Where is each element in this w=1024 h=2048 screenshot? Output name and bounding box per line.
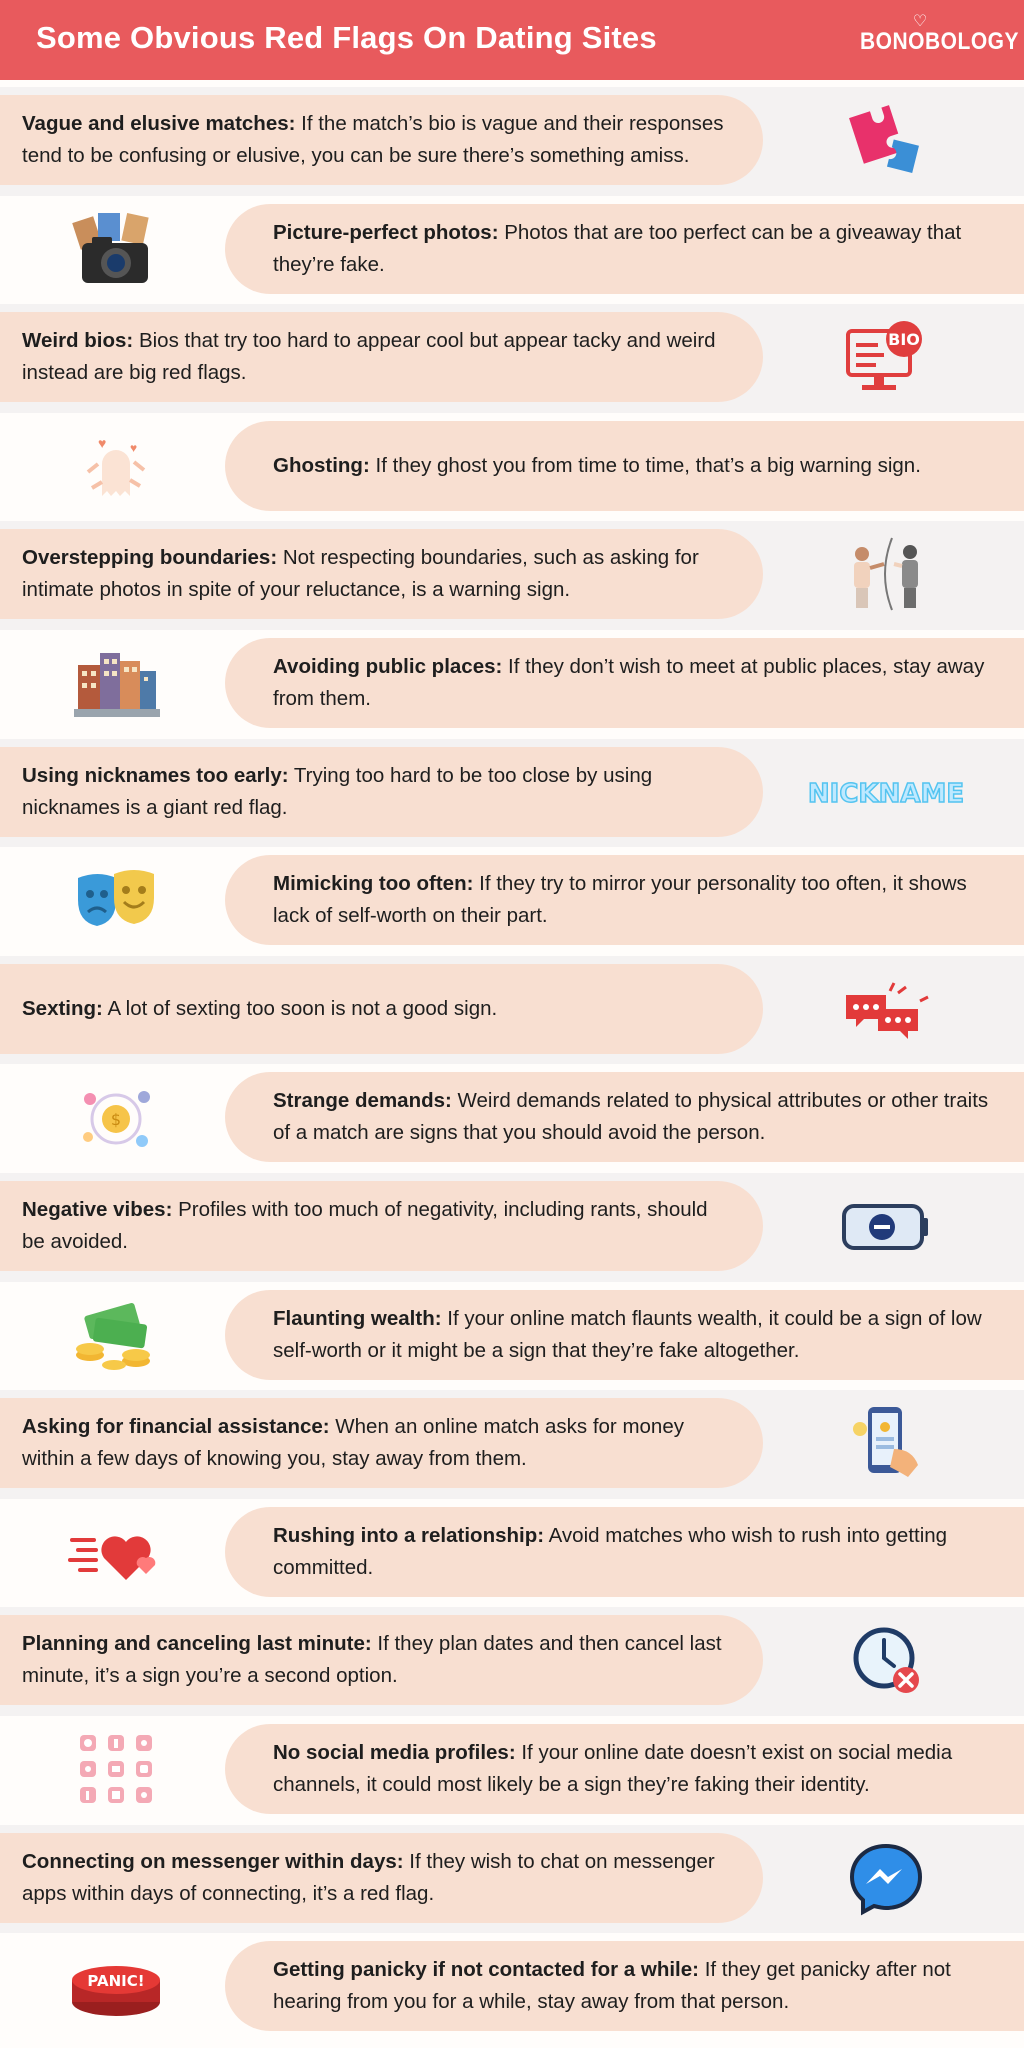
heart-icon: ♡ (912, 13, 928, 30)
flag-description (22, 108, 733, 172)
page-title: Some Obvious Red Flags On Dating Sites (36, 20, 657, 55)
flag-title: No social media profiles: (273, 1740, 516, 1764)
flag-title: Overstepping boundaries: (22, 546, 278, 570)
svg-text:NICKNAME: NICKNAME (807, 778, 965, 809)
flag-text: Weird demands related to physical attributes or other traits of a match are signs that you should avoid the person. (273, 1089, 989, 1145)
list-item (0, 1064, 1024, 1173)
svg-text:♥: ♥ (130, 440, 138, 455)
list-item (0, 1173, 1024, 1282)
rushing-heart-icon (66, 1511, 166, 1593)
flag-title: Vague and elusive matches: (22, 112, 296, 135)
flag-description (22, 1411, 733, 1475)
flag-title: Planning and canceling last minute: (22, 1632, 372, 1656)
flag-card (225, 855, 1024, 945)
header-banner (0, 0, 1024, 80)
city-buildings-icon (66, 642, 166, 724)
flag-title: Negative vibes: (22, 1197, 173, 1221)
flag-title: Ghosting: (273, 453, 370, 477)
flag-title: Weird bios: (22, 329, 134, 353)
flag-description (273, 1303, 1004, 1367)
panic-button-icon (66, 1945, 166, 2027)
flag-text: Photos that are too perfect can be a giveaway that they’re fake. (273, 220, 962, 276)
flag-description (22, 325, 733, 389)
phone-payment-icon (836, 1402, 936, 1484)
flag-card (0, 529, 763, 619)
list-item (0, 1499, 1024, 1608)
flag-card (225, 1941, 1024, 2031)
flag-card (0, 1398, 763, 1488)
flag-description (22, 760, 733, 824)
flag-card (0, 964, 763, 1054)
flag-text: A lot of sexting too soon is not a good sign. (102, 996, 498, 1020)
ghost-icon (66, 425, 166, 507)
flag-description (273, 1737, 1004, 1801)
bio-monitor-icon (836, 316, 936, 398)
list-item (0, 630, 1024, 739)
svg-text:$: $ (110, 1110, 122, 1130)
flag-description (22, 1628, 733, 1692)
flag-text: Avoid matches who wish to rush into getting committed. (273, 1523, 948, 1579)
flag-text: If the match’s bio is vague and their responses tend to be confusing or elusive, you can be sure there’s something amiss. (22, 112, 724, 167)
flag-description (273, 217, 1004, 281)
nickname-text-icon (807, 751, 965, 833)
flag-description (273, 1954, 1004, 2018)
flag-text: Profiles with too much of negativity, including rants, should be avoided. (22, 1197, 708, 1253)
list-item (0, 1607, 1024, 1716)
flag-text: If your online date doesn’t exist on social media channels, it could most likely be a sign they’re faking their identity. (273, 1740, 953, 1796)
flag-text: If your online match flaunts wealth, it could be a sign of low self-worth or it might be a sign that they’re fake altogether. (273, 1306, 982, 1362)
clock-cancel-icon (836, 1619, 936, 1701)
flag-description (273, 450, 921, 482)
flag-title: Strange demands: (273, 1089, 452, 1113)
flag-card (225, 1724, 1024, 1814)
flag-text: If they ghost you from time to time, that’s a big warning sign. (369, 453, 921, 477)
brand-logo (860, 13, 1020, 55)
camera-photos-icon (66, 208, 166, 290)
list-item (0, 956, 1024, 1065)
flag-title: Rushing into a relationship: (273, 1523, 545, 1547)
boundary-people-icon (836, 533, 936, 615)
list-item (0, 304, 1024, 413)
list-item (0, 1825, 1024, 1934)
list-item (0, 196, 1024, 305)
flag-text: Bios that try too hard to appear cool but appear tacky and weird instead are big red flags. (22, 329, 716, 385)
flag-title: Picture-perfect photos: (273, 220, 499, 244)
flag-description (273, 651, 1004, 715)
flag-card (225, 1072, 1024, 1162)
svg-text:BIO: BIO (888, 330, 920, 350)
flag-title: Connecting on messenger within days: (22, 1849, 404, 1873)
flag-description (22, 1194, 733, 1258)
list-item (0, 1933, 1024, 2042)
flag-card (225, 421, 1024, 511)
flag-text: Not respecting boundaries, such as asking for intimate photos in spite of your reluctance, is a warning sign. (22, 546, 699, 602)
list-item (0, 1282, 1024, 1391)
list-item (0, 847, 1024, 956)
flag-text: If they get panicky after not hearing from you for a while, stay away from that person. (273, 1958, 951, 2014)
flag-description (273, 1520, 1004, 1584)
flag-title: Getting panicky if not contacted for a while: (273, 1958, 699, 1982)
flag-description (273, 868, 1004, 932)
flag-description (22, 1846, 733, 1910)
flag-text: If they plan dates and then cancel last minute, it’s a sign you’re a second option. (22, 1632, 722, 1688)
flag-description (22, 993, 497, 1025)
flag-title: Avoiding public places: (273, 654, 503, 678)
flag-text: When an online match asks for money within a few days of knowing you, stay away from them. (22, 1415, 684, 1471)
flag-title: Mimicking too often: (273, 872, 474, 896)
puzzle-icon (836, 99, 936, 181)
flag-card (225, 204, 1024, 294)
flag-card (225, 638, 1024, 728)
flag-description (273, 1085, 1004, 1149)
flag-card (0, 1833, 763, 1923)
chat-bubbles-icon (836, 968, 936, 1050)
list-item (0, 739, 1024, 848)
flag-text: If they don’t wish to meet at public places, stay away from them. (273, 654, 985, 710)
theater-masks-icon (66, 859, 166, 941)
brand-name: BONOBOLOGY (860, 28, 1020, 55)
red-flag-list (0, 87, 1024, 2042)
low-battery-icon (836, 1185, 936, 1267)
money-coins-icon (66, 1294, 166, 1376)
flag-text: If they wish to chat on messenger apps within days of connecting, it’s a red flag. (22, 1849, 715, 1905)
social-media-grid-icon (66, 1728, 166, 1810)
flag-description (22, 542, 733, 606)
svg-text:PANIC!: PANIC! (87, 1972, 145, 1991)
flag-card (225, 1290, 1024, 1380)
list-item (0, 87, 1024, 196)
list-item (0, 1390, 1024, 1499)
flag-title: Asking for financial assistance: (22, 1415, 330, 1439)
flag-text: Trying too hard to be too close by using nicknames is a giant red flag. (22, 763, 653, 819)
list-item (0, 413, 1024, 522)
list-item (0, 1716, 1024, 1825)
svg-text:♥: ♥ (98, 434, 107, 451)
list-item (0, 521, 1024, 630)
flag-title: Sexting: (22, 996, 103, 1020)
flag-card (0, 747, 763, 837)
demands-network-icon (66, 1076, 166, 1158)
flag-card (0, 312, 763, 402)
messenger-icon (836, 1837, 936, 1919)
flag-card (0, 95, 763, 185)
flag-title: Using nicknames too early: (22, 763, 289, 787)
flag-card (0, 1181, 763, 1271)
flag-title: Flaunting wealth: (273, 1306, 442, 1330)
flag-card (225, 1507, 1024, 1597)
flag-card (0, 1615, 763, 1705)
flag-text: If they try to mirror your personality too often, it shows lack of self-worth on their part. (273, 872, 967, 928)
